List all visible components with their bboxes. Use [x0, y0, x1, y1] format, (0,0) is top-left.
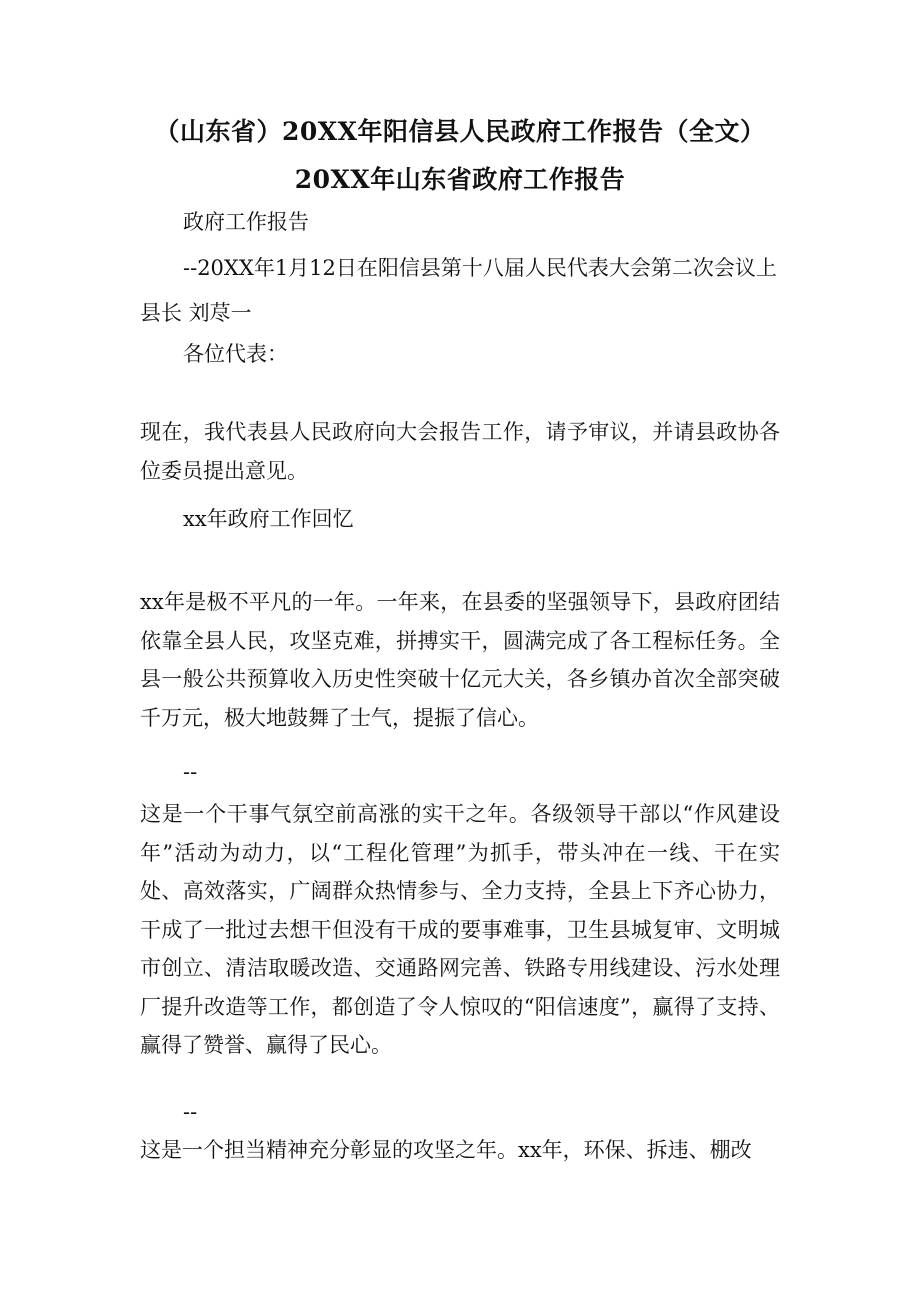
- document-title: （山东省）20XX年阳信县人民政府工作报告（全文）20XX年山东省政府工作报告: [154, 117, 766, 194]
- section-title: xx年政府工作回忆: [183, 507, 354, 531]
- paragraph-challenge-year: 这是一个担当精神充分彰显的攻坚之年。xx年，环保、拆违、棚改: [140, 1138, 752, 1162]
- salutation: 各位代表：: [183, 342, 288, 366]
- paragraph-intro: 现在，我代表县人民政府向大会报告工作，请予审议，并请县政协各位委员提出意见。: [140, 420, 780, 483]
- paragraph-practical-year: 这是一个干事气氛空前高涨的实干之年。各级领导干部以“作风建设年”活动为动力，以“工程化管理”为抓手，带头冲在一线、干在实处、高效落实，广阔群众热情参与、全力支持，全县上下齐心协力，干成了一批过去想干但没有干成的要事难事，卫生县城复审、文明城市创立、清洁取暖改造、交通路网完善、铁路专用线建设、污水处理厂提升改造等工作，都创造了令人惊叹的“阳信速度”，赢得了支持、赢得了赞誉、赢得了民心。: [140, 802, 780, 1057]
- report-heading: 政府工作报告: [183, 210, 309, 234]
- separator: --: [183, 1100, 198, 1124]
- paragraph-review: xx年是极不平凡的一年。一年来，在县委的坚强领导下，县政府团结依靠全县人民，攻坚克难，拼搏实干，圆满完成了各工程标任务。全县一般公共预算收入历史性突破十亿元大关，各乡镇办首次全部突破千万元，极大地鼓舞了士气，提振了信心。: [140, 590, 780, 730]
- speaker-line: 县长 刘荩一: [140, 301, 252, 325]
- report-subtitle: --20XX年1月12日在阳信县第十八届人民代表大会第二次会议上: [183, 256, 777, 280]
- separator: --: [183, 760, 198, 784]
